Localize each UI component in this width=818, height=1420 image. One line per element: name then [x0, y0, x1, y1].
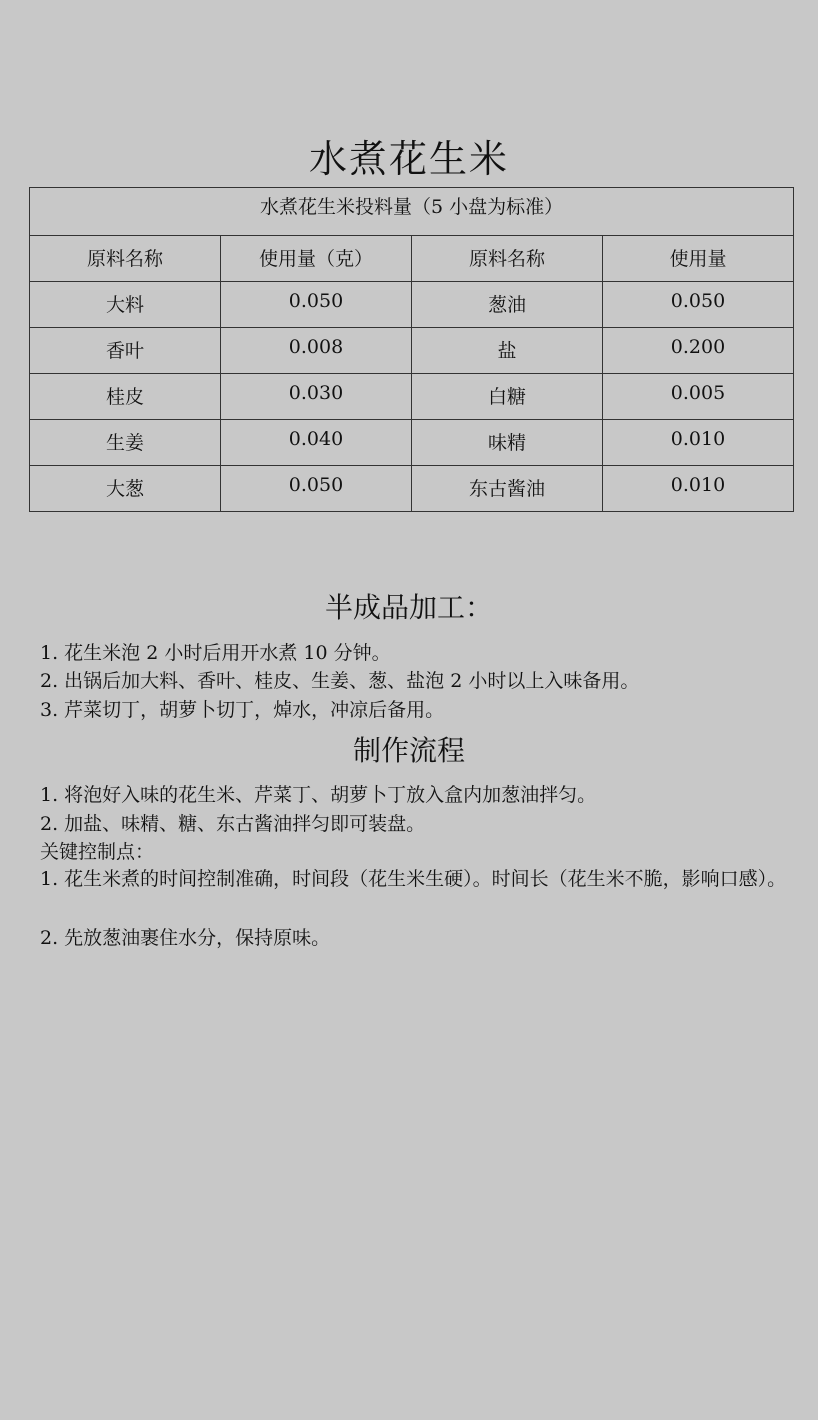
- process-step: 2. 加盐、味精、糖、东古酱油拌匀即可装盘。: [40, 813, 426, 835]
- amount-cell: 0.200: [603, 328, 794, 374]
- semi-finished-step: 3. 芹菜切丁，胡萝卜切丁，焯水，冲凉后备用。: [40, 699, 445, 721]
- ingredient-name-cell: 香叶: [30, 328, 221, 374]
- table-row: [30, 466, 794, 512]
- ingredient-name-cell: 盐: [412, 328, 603, 374]
- table-caption: 水煮花生米投料量（5 小盘为标准）: [30, 188, 794, 236]
- key-point: 1. 花生米煮的时间控制准确，时间段（花生米生硬）。时间长（花生米不脆，影响口感）。: [40, 868, 787, 890]
- amount-cell: 0.005: [603, 374, 794, 420]
- amount-cell: 0.050: [603, 282, 794, 328]
- ingredient-name-cell: 大葱: [30, 466, 221, 512]
- header-ingredient-name: 原料名称: [30, 236, 221, 282]
- header-ingredient-name: 原料名称: [412, 236, 603, 282]
- ingredient-name-cell: 白糖: [412, 374, 603, 420]
- process-step: 1. 将泡好入味的花生米、芹菜丁、胡萝卜丁放入盒内加葱油拌匀。: [40, 784, 597, 806]
- semi-finished-step: 2. 出锅后加大料、香叶、桂皮、生姜、葱、盐泡 2 小时以上入味备用。: [40, 670, 640, 692]
- amount-cell: 0.010: [603, 420, 794, 466]
- table-caption-row: [30, 188, 794, 236]
- table-header-row: [30, 236, 794, 282]
- header-amount: 使用量（克）: [221, 236, 412, 282]
- amount-cell: 0.008: [221, 328, 412, 374]
- ingredient-name-cell: 东古酱油: [412, 466, 603, 512]
- amount-cell: 0.050: [221, 466, 412, 512]
- process-heading: 制作流程: [352, 734, 465, 767]
- table-row: [30, 282, 794, 328]
- table-row: [30, 374, 794, 420]
- key-point: 2. 先放葱油裹住水分，保持原味。: [40, 927, 331, 949]
- header-amount: 使用量: [603, 236, 794, 282]
- semi-finished-heading: 半成品加工：: [324, 591, 493, 624]
- semi-finished-step: 1. 花生米泡 2 小时后用开水煮 10 分钟。: [40, 642, 391, 664]
- page-title: 水煮花生米: [308, 137, 509, 181]
- amount-cell: 0.030: [221, 374, 412, 420]
- key-points-label: 关键控制点：: [40, 841, 155, 863]
- ingredient-table: [29, 187, 794, 512]
- amount-cell: 0.050: [221, 282, 412, 328]
- amount-cell: 0.040: [221, 420, 412, 466]
- ingredient-name-cell: 大料: [30, 282, 221, 328]
- table-row: [30, 420, 794, 466]
- amount-cell: 0.010: [603, 466, 794, 512]
- ingredient-name-cell: 葱油: [412, 282, 603, 328]
- table-row: [30, 328, 794, 374]
- ingredient-name-cell: 桂皮: [30, 374, 221, 420]
- ingredient-name-cell: 生姜: [30, 420, 221, 466]
- ingredient-name-cell: 味精: [412, 420, 603, 466]
